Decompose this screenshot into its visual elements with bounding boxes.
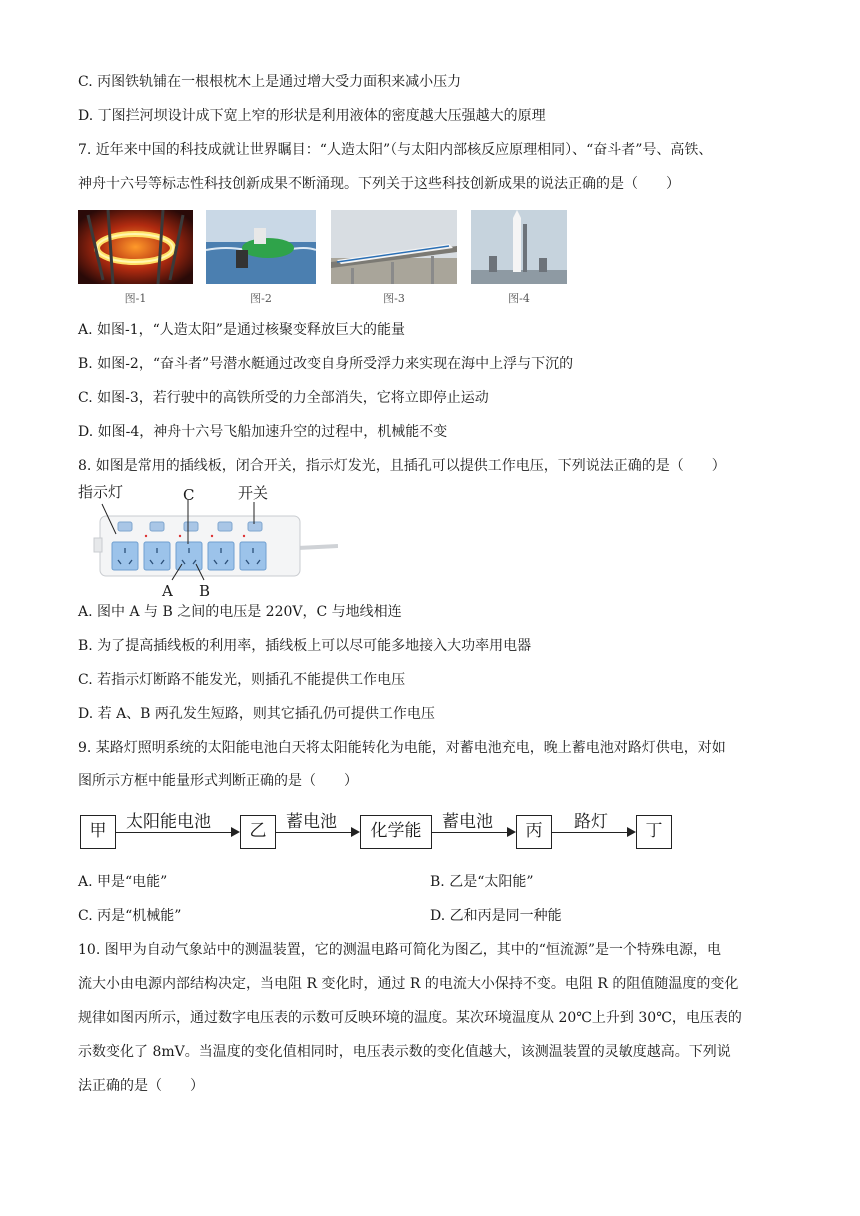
q10-stem-line1: 10. 图甲为自动气象站中的测温装置，它的测温电路可简化为图乙，其中的“恒流源”是一个特殊电源，电 xyxy=(78,942,722,958)
flow-box-bing: 丙 xyxy=(516,815,552,849)
flow-arrow-2 xyxy=(276,832,358,833)
q7-stem-line2: 神舟十六号等标志性科技创新成果不断涌现。下列关于这些科技创新成果的说法正确的是（ ） xyxy=(78,176,680,192)
q7-option-d: D. 如图-4，神舟十六号飞船加速升空的过程中，机械能不变 xyxy=(78,424,448,440)
flow-arrow-4 xyxy=(552,832,634,833)
figure-2-submersible xyxy=(206,210,316,284)
flow-arrow-3 xyxy=(432,832,514,833)
q8-option-a: A. 图中 A 与 B 之间的电压是 220V，C 与地线相连 xyxy=(78,604,402,620)
figure-1-artificial-sun xyxy=(78,210,193,284)
figure-3-caption: 图-3 xyxy=(383,292,405,305)
q9-option-b: B. 乙是“太阳能” xyxy=(430,874,534,890)
q6-option-c: C. 丙图铁轨铺在一根根枕木上是通过增大受力面积来减小压力 xyxy=(78,74,462,90)
flow-arrow-2-label: 蓄电池 xyxy=(286,812,337,832)
q6-option-d: D. 丁图拦河坝设计成下宽上窄的形状是利用液体的密度越大压强越大的原理 xyxy=(78,108,546,124)
q8-option-d: D. 若 A、B 两孔发生短路，则其它插孔仍可提供工作电压 xyxy=(78,706,435,722)
q10-stem-line4: 示数变化了 8mV。当温度的变化值相同时，电压表示数的变化值越大，该测温装置的灵敏度越高。下列说 xyxy=(78,1044,731,1060)
q9-stem-line2: 图所示方框中能量形式判断正确的是（ ） xyxy=(78,773,358,789)
flow-arrow-4-label: 路灯 xyxy=(574,812,608,832)
flow-arrow-1-label: 太阳能电池 xyxy=(126,812,211,832)
q9-option-c: C. 丙是“机械能” xyxy=(78,908,182,924)
q8-option-c: C. 若指示灯断路不能发光，则插孔不能提供工作电压 xyxy=(78,672,406,688)
q7-option-a: A. 如图-1，“人造太阳”是通过核聚变释放巨大的能量 xyxy=(78,322,405,338)
figure-2-caption: 图-2 xyxy=(250,292,272,305)
label-c: C xyxy=(183,486,195,504)
q10-stem-line5: 法正确的是（ ） xyxy=(78,1078,204,1094)
q7-option-b: B. 如图-2，“奋斗者”号潜水艇通过改变自身所受浮力来实现在海中上浮与下沉的 xyxy=(78,356,574,372)
flow-box-chemical-energy: 化学能 xyxy=(360,815,432,849)
flow-box-ding: 丁 xyxy=(636,815,672,849)
figure-3-high-speed-train xyxy=(331,210,457,284)
q9-stem-line1: 9. 某路灯照明系统的太阳能电池白天将太阳能转化为电能，对蓄电池充电，晚上蓄电池对路灯供电，对如 xyxy=(78,740,726,756)
q7-stem-line1: 7. 近年来中国的科技成就让世界瞩目：“人造太阳”（与太阳内部核反应原理相同）、“奋斗者”号、高铁、 xyxy=(78,142,713,158)
label-b: B xyxy=(199,582,211,600)
q9-option-a: A. 甲是“电能” xyxy=(78,874,168,890)
figure-4-caption: 图-4 xyxy=(508,292,530,305)
flow-box-jia: 甲 xyxy=(80,815,116,849)
figure-1-caption: 图-1 xyxy=(124,292,147,305)
q8-stem: 8. 如图是常用的插线板，闭合开关，指示灯发光，且插孔可以提供工作电压，下列说法正确的是（ ） xyxy=(78,458,726,474)
label-switch: 开关 xyxy=(238,484,269,502)
flow-arrow-3-label: 蓄电池 xyxy=(442,812,493,832)
label-indicator-light: 指示灯 xyxy=(78,483,124,501)
q10-stem-line2: 流大小由电源内部结构决定，当电阻 R 变化时，通过 R 的电流大小保持不变。电阻 R 的阻值随温度的变化 xyxy=(78,976,739,992)
q8-option-b: B. 为了提高插线板的利用率，插线板上可以尽可能多地接入大功率用电器 xyxy=(78,638,532,654)
q9-option-d: D. 乙和丙是同一种能 xyxy=(430,908,562,924)
flow-box-yi: 乙 xyxy=(240,815,276,849)
flow-arrow-1 xyxy=(116,832,238,833)
q10-stem-line3: 规律如图丙所示，通过数字电压表的示数可反映环境的温度。某次环境温度从 20℃上升到 30℃，电压表的 xyxy=(78,1010,742,1026)
label-a: A xyxy=(162,582,173,600)
q7-option-c: C. 如图-3，若行驶中的高铁所受的力全部消失，它将立即停止运动 xyxy=(78,390,489,406)
figure-4-rocket-launch xyxy=(471,210,567,284)
